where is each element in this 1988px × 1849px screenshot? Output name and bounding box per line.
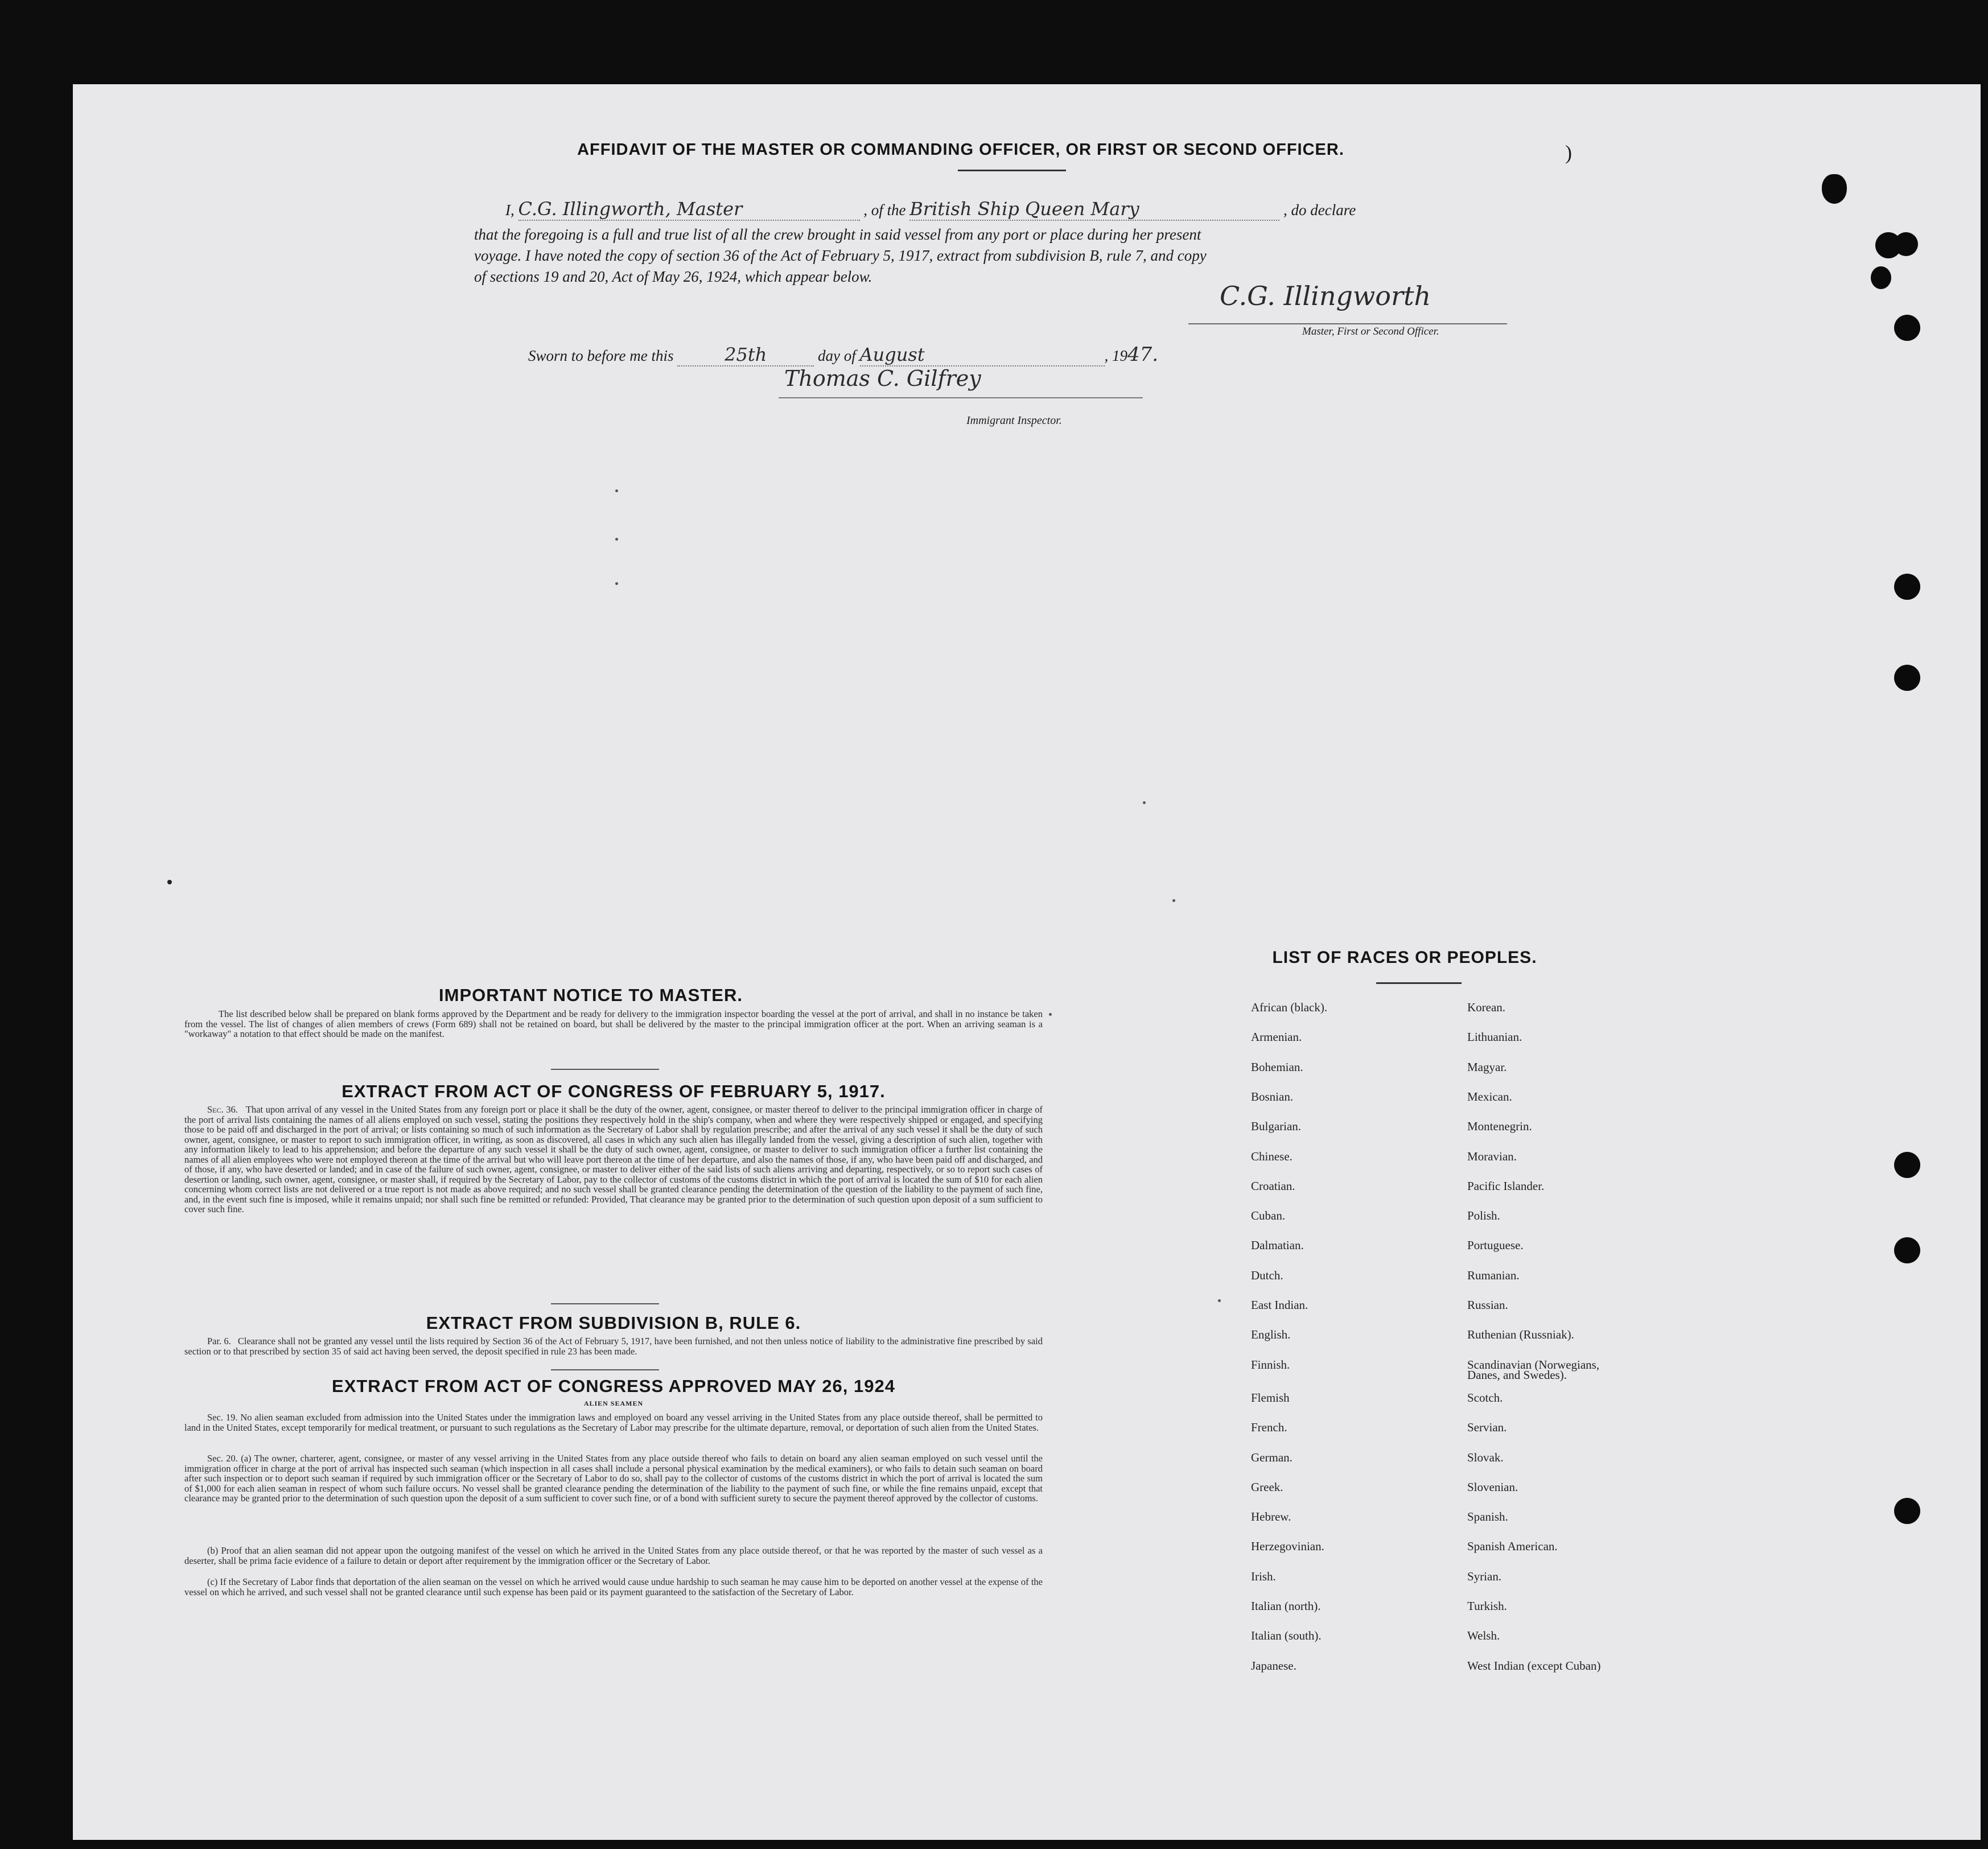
race-item: Herzegovinian. [1251, 1539, 1324, 1553]
race-item: Dalmatian. [1251, 1238, 1304, 1252]
race-item: Bulgarian. [1251, 1119, 1302, 1133]
act-1917-body [184, 1105, 1043, 1214]
speck [615, 489, 618, 492]
speck [1049, 1013, 1052, 1016]
speck [1172, 899, 1175, 902]
race-item: Servian. [1467, 1420, 1507, 1434]
race-item: East Indian. [1251, 1298, 1308, 1312]
sworn-year: 47. [1127, 343, 1159, 366]
act-1917-divider [551, 1303, 659, 1304]
subdivision-divider [551, 1369, 659, 1370]
race-item: Chinese. [1251, 1150, 1293, 1163]
punch-hole [1894, 1498, 1920, 1524]
race-item: Lithuanian. [1467, 1030, 1522, 1044]
race-item: Italian (north). [1251, 1599, 1321, 1613]
subdivision-title: EXTRACT FROM SUBDIVISION B, RULE 6. [426, 1313, 801, 1333]
race-item: Japanese. [1251, 1659, 1296, 1673]
affidavit-line-2: that the foregoing is a full and true list of all the crew brought in said vessel from any port or place during her present [474, 226, 1201, 243]
race-item: Hebrew. [1251, 1510, 1291, 1523]
race-item: Slovenian. [1467, 1480, 1518, 1494]
speck [615, 582, 618, 585]
race-item: Syrian. [1467, 1570, 1502, 1583]
punch-hole [1894, 574, 1920, 600]
act-1917-text: That upon arrival of any vessel in the United States from any foreign port or place it shall be the duty of the owner, agent, consignee, or master thereof to deliver to the principal immigration officer in charge of the port of arrival lists containing the names of all aliens employed on such vessel, stating the positions they respectively hold in the ship's company, when and where they were respectively shipped or engaged, and specifying those to be paid off and discharged in the port of arrival; or lists containing so much of such information as the Secretary of Labor shall by regulation prescribe; and after the arrival of any such vessel it shall be the duty of such owner, agent, consignee, or master to report to such immigration officer, in writing, as soon as discovered, all cases in which any such alien has illegally landed from the vessel, giving a description of such alien, together with any information likely to lead to his apprehension; and before the departure of any such vessel it shall be the duty of such owner, agent, consignee, or master to deliver to such immigration officer a further list containing the names of all alien employees who were not employed thereon at the time of the arrival but who will leave port thereon at the time of her departure, and also the names of those, if any, who have been paid off and discharged, and of those, if any, who have deserted or landed; and in case of the failure of such owner, agent, consignee, or master to deliver either of the said lists of such aliens arriving and departing, respectively, or so to report such cases of desertion or landing, such owner, agent, consignee, or master shall, if required by the Secretary of Labor, pay to the collector of customs of the customs district in which the port of arrival is located the sum of $10 for each alien concerning whom correct lists are not delivered or a true report is not made as above required; and no such vessel shall be granted clearance pending the determination of the question of the liability to the payment of such fine, and, in the event such fine is imposed, while it remains unpaid; nor shall such fine be remitted or refunded: Provided, That clearance may be granted prior to the determination of such question upon deposit of a sum sufficient to cover such fine. [184, 1104, 1043, 1214]
margin-mark: ) [1565, 141, 1572, 164]
race-item: West Indian (except Cuban) [1467, 1659, 1601, 1673]
act-1917-title: EXTRACT FROM ACT OF CONGRESS OF FEBRUARY 5, 1917. [341, 1081, 886, 1101]
race-item: Welsh. [1467, 1629, 1500, 1642]
inspector-line [779, 397, 1143, 398]
race-item: Slovak. [1467, 1451, 1504, 1464]
race-item: African (black). [1251, 1000, 1328, 1014]
race-item: Magyar. [1467, 1060, 1507, 1074]
sworn-line [528, 343, 1158, 366]
race-item-continuation: Danes, and Swedes). [1467, 1368, 1567, 1382]
notice-divider [551, 1069, 659, 1070]
race-item: Turkish. [1467, 1599, 1507, 1613]
race-item: Finnish. [1251, 1358, 1290, 1372]
signature-line [1188, 323, 1507, 324]
race-item: Cuban. [1251, 1209, 1286, 1222]
master-name: C.G. Illingworth, Master [518, 198, 860, 221]
race-item: Spanish. [1467, 1510, 1508, 1523]
race-item: Polish. [1467, 1209, 1500, 1222]
act-1924-sec20b: (b) Proof that an alien seaman did not appear upon the outgoing manifest of the vessel on which he arrived in the United States from any place outside thereof, or that he was reported by the master of such vessel as a deserter, shall be prima facie evidence of a failure to detain or deport after requirement by the immigration officer or the Secretary of Labor. [184, 1545, 1043, 1566]
punch-hole [1894, 665, 1920, 691]
race-item: Bosnian. [1251, 1090, 1294, 1103]
race-item: Italian (south). [1251, 1629, 1322, 1642]
subdivision-body [184, 1336, 1043, 1356]
race-item: Mexican. [1467, 1090, 1512, 1103]
race-item: Dutch. [1251, 1269, 1283, 1282]
punch-hole [1894, 1237, 1920, 1263]
subdivision-par-label: Par. 6. [207, 1336, 231, 1346]
affidavit-title: AFFIDAVIT OF THE MASTER OR COMMANDING OFFICER, OR FIRST OR SECOND OFFICER. [577, 141, 1344, 159]
act-1924-sec20c: (c) If the Secretary of Labor finds that deportation of the alien seaman on the vessel on which he arrived would cause undue hardship to such seaman he may cause him to be deported on another vessel at the expense of the vessel on which he arrived, and such vessel shall not be granted clearance until such expense has been paid or its payment guaranteed to the satisfaction of the Secretary of Labor. [184, 1576, 1043, 1597]
races-title: LIST OF RACES OR PEOPLES. [1272, 948, 1537, 967]
punch-hole [1871, 266, 1891, 289]
race-item: Scandinavian (Norwegians, [1467, 1358, 1600, 1372]
race-item: Armenian. [1251, 1030, 1302, 1044]
speck [615, 538, 618, 541]
race-item: French. [1251, 1420, 1287, 1434]
affidavit-suffix: , do declare [1283, 201, 1356, 219]
act-1924-sec19: Sec. 19. No alien seaman excluded from admission into the United States under the immigration laws and employed on board any vessel arriving in the United States from any place outside thereof, shall be permitted to land in the United States, except temporarily for medical treatment, or pursuant to such regulations as the Secretary of Labor may prescribe for the ultimate departure, removal, or deportation of such alien from the United States. [184, 1412, 1043, 1433]
punch-hole [1894, 232, 1918, 256]
act-1924-title: EXTRACT FROM ACT OF CONGRESS APPROVED MAY 26, 1924 [332, 1376, 895, 1396]
affidavit-line-4: of sections 19 and 20, Act of May 26, 1924, which appear below. [474, 268, 872, 285]
day-of-label: day of [818, 347, 856, 364]
title-underline [958, 170, 1066, 171]
speck [167, 880, 172, 884]
race-item: Bohemian. [1251, 1060, 1303, 1074]
notice-body: The list described below shall be prepared on blank forms approved by the Department and be ready for delivery to the immigration inspector boarding the vessel at the port of arrival, and shall in no instance be taken from the vessel. The list of changes of alien members of crews (Form 689) shall not be retained on board, but shall be delivered by the master to the principal immigration officer at the port. When an arriving seaman is a "workaway" a notation to that effect should be made on the manifest. [184, 1008, 1043, 1039]
subdivision-text: Clearance shall not be granted any vessel until the lists required by Section 36 of the Act of February 5, 1917, have been furnished, and not then unless notice of liability to the administrative fine prescribed by said section or to that prescribed by section 35 of said act having been served, the deposit specified in rule 23 has been made. [184, 1336, 1043, 1357]
inspector-signature: Thomas C. Gilfrey [784, 366, 981, 391]
act-1917-sec-label: Sec. 36. [207, 1104, 238, 1115]
punch-hole [1894, 315, 1920, 341]
affidavit-line-1 [505, 198, 1854, 221]
race-item: Scotch. [1467, 1391, 1503, 1405]
act-1924-sec20a: Sec. 20. (a) The owner, charterer, agent, consignee, or master of any vessel arriving in the United States from any place outside thereof who fails to detain on board any alien seaman employed on such vessel until the immigration officer in charge at the port of arrival has inspected such seaman (which inspection in all cases shall include a personal physical examination by the medical examiners), or who fails to detain such seaman on board after such inspection or to deport such seaman if required by such immigration officer or the Secretary of Labor to do so, shall pay to the collector of customs of the customs district in which the port of arrival is located the sum of $1,000 for each alien seaman in respect of whom such failure occurs. No vessel shall be granted clearance pending the determination of the liability to the payment of such fine, or while the fine remains unpaid, except that clearance may be granted prior to the determination of such question upon the deposit of a sum sufficient to cover such fine, or of a bond with sufficient surety to secure the payment thereof approved by the collector of customs. [184, 1453, 1043, 1504]
act-1924-subtitle: ALIEN SEAMEN [583, 1399, 644, 1407]
sworn-day: 25th [677, 344, 814, 366]
notice-title: IMPORTANT NOTICE TO MASTER. [439, 985, 743, 1005]
speck [1143, 801, 1146, 804]
document-page [73, 84, 1981, 1840]
race-item: Moravian. [1467, 1150, 1517, 1163]
affidavit-prefix: I, [505, 201, 515, 219]
race-item: Flemish [1251, 1391, 1290, 1405]
race-item: Spanish American. [1467, 1539, 1558, 1553]
ship-name: British Ship Queen Mary [909, 198, 1279, 221]
race-item: German. [1251, 1451, 1293, 1464]
punch-hole [1894, 1152, 1920, 1178]
race-item: Ruthenian (Russniak). [1467, 1328, 1574, 1341]
year-prefix: , 19 [1104, 347, 1127, 364]
race-item: Montenegrin. [1467, 1119, 1532, 1133]
speck [1218, 1299, 1221, 1302]
race-item: Pacific Islander. [1467, 1179, 1545, 1193]
affidavit-mid: , of the [863, 201, 906, 219]
race-item: English. [1251, 1328, 1291, 1341]
sworn-prefix: Sworn to before me this [528, 347, 674, 364]
master-signature: C.G. Illingworth [1220, 281, 1431, 311]
race-item: Portuguese. [1467, 1238, 1524, 1252]
sworn-month: August [860, 344, 1105, 366]
race-item: Croatian. [1251, 1179, 1295, 1193]
race-item: Greek. [1251, 1480, 1283, 1494]
affidavit-line-3: voyage. I have noted the copy of section 36 of the Act of February 5, 1917, extract from subdivision B, rule 7, and copy [474, 247, 1207, 264]
signature-caption: Master, First or Second Officer. [1302, 326, 1439, 337]
race-item: Irish. [1251, 1570, 1276, 1583]
race-item: Rumanian. [1467, 1269, 1520, 1282]
punch-hole [1822, 174, 1847, 204]
races-underline [1376, 982, 1462, 984]
race-item: Russian. [1467, 1298, 1508, 1312]
race-item: Korean. [1467, 1000, 1506, 1014]
inspector-caption: Immigrant Inspector. [966, 414, 1062, 427]
